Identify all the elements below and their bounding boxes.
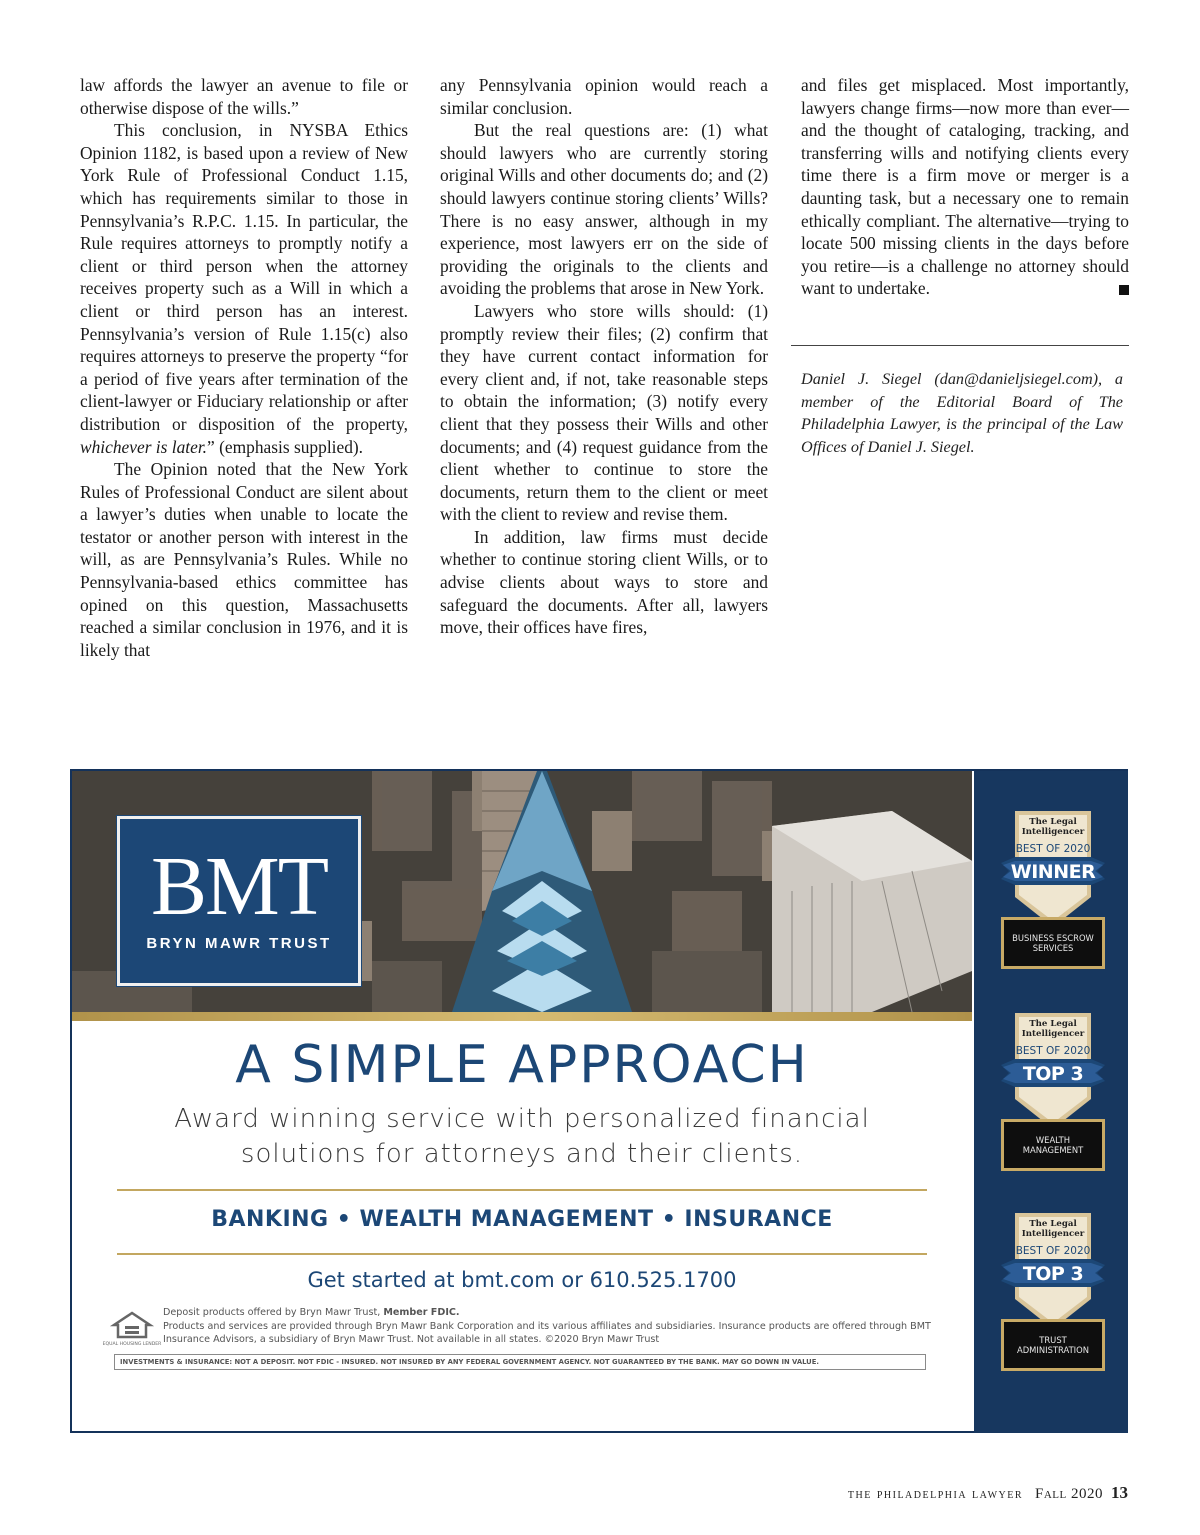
article-column-2 (440, 74, 768, 639)
paragraph: any Pennsylvania opinion would reach a similar conclusion. (440, 75, 768, 118)
paragraph: This conclusion, in NYSBA Ethics Opinion 1182, is based upon a review of New York Rule of Professional Conduct 1.15, which has requirements similar to those in Pennsylvania’s R.P.C. 1.15. In particular, the Rule requires attorneys to promptly notify a client or third person when the attorney receives property such as a Will in which a client or third person has an interest. Pennsylvania’s version of Rule 1.15(c) also requires attorneys to preserve the property “for a period of five years after termination of the client-lawyer or Fiduciary relationship or after distribution or disposition of the property, whichever is later.” (emphasis supplied). (80, 120, 408, 457)
article-column-3 (801, 74, 1129, 300)
paragraph: But the real questions are: (1) what should lawyers who are currently storing original Wills and other documents do; and (2) should lawyers continue storing clients’ Wills? There is no easy answer, although in my experience, most lawyers err on the side of providing the originals to the clients and avoiding the problems that arose in New York. (440, 120, 768, 299)
paragraph: The Opinion noted that the New York Rules of Professional Conduct are silent about a lawyer’s duties when unable to locate the testator or another person with interest in the will, as are Pennsylvania’s Rules. While no Pennsylvania-based ethics committee has opined on this question, Massachusetts reached a similar conclusion in 1976, and it is likely that (80, 459, 408, 660)
ad-subline: Award winning service with personalized financial solutions for attorneys and their clients. (174, 1104, 870, 1169)
paragraph: Lawyers who store wills should: (1) promptly review their files; (2) confirm that they have current contact information for every client and, if not, take reasonable steps to obtain the information; (3) notify every client that they possess their Wills and other documents; and (4) request guidance from the client whether to continue to store the documents, return them to the client or meet with the client to review and revise them. (440, 300, 768, 525)
badge-year: BEST OF 2020 (1015, 843, 1091, 855)
page-footer (848, 1483, 1128, 1503)
ad-headline: A SIMPLE APPROACH (235, 1035, 809, 1095)
equal-housing-lender-icon (102, 1311, 162, 1347)
ad-call-to-action[interactable]: Get started at bmt.com or 610.525.1700 (307, 1268, 737, 1292)
bmt-logo[interactable] (117, 816, 361, 986)
gold-rule-top (117, 1189, 927, 1191)
logo-monogram: BMT (150, 840, 328, 933)
paragraph: and files get misplaced. Most importantly, lawyers change firms—now more than ever—and the thought of cataloging, tracking, and transferring wills and notifying clients every time there is a firm move or merger is a daunting task, but a necessary one to remain ethically compliant. The alternative—trying to locate 500 missing clients in the days before you retire—is a challenge no attorney should want to undertake. (801, 75, 1129, 299)
bio-divider (791, 345, 1129, 346)
badge-publication: The Legal Intelligencer (1021, 817, 1085, 837)
badge-category: TRUST ADMINISTRATION (1001, 1319, 1105, 1371)
badge-year: BEST OF 2020 (1015, 1045, 1091, 1057)
logo-name: BRYN MAWR TRUST (146, 935, 332, 952)
award-badge-top3-wealth (1001, 1011, 1105, 1171)
badge-year: BEST OF 2020 (1015, 1245, 1091, 1257)
bmt-advertisement[interactable] (70, 769, 1128, 1433)
ehl-text: EQUAL HOUSING LENDER (102, 1342, 162, 1347)
badge-rank: TOP 3 (1022, 1263, 1084, 1285)
gold-divider-bar (72, 1012, 972, 1021)
ad-services: BANKING • WEALTH MANAGEMENT • INSURANCE (211, 1207, 833, 1232)
author-bio: Daniel J. Siegel (dan@danieljsiegel.com), a member of the Editorial Board of The Philadelphia Lawyer, is the principal of the Law Offices of Daniel J. Siegel. (801, 370, 1123, 456)
ad-fine-print: INVESTMENTS & INSURANCE: NOT A DEPOSIT. NOT FDIC - INSURED. NOT INSURED BY ANY FEDERAL GOVERNMENT AGENCY. NOT GUARANTEED BY THE BANK. MAY GO DOWN IN VALUE. (114, 1354, 926, 1370)
ad-disclaimer: Deposit products offered by Bryn Mawr Trust, Member FDIC. Products and services are provided through Bryn Mawr Bank Corporation and its various affiliates and subsidiaries. Insurance products are offered through BMT Insurance Advisors, a subsidiary of Bryn Mawr Trust. Not available in all states. ©2020 Bryn Mawr Trust (163, 1307, 931, 1345)
paragraph: In addition, law firms must decide whether to continue storing client Wills, or to advise clients about ways to store and safeguard the documents. After all, lawyers move, their offices have fires, (440, 526, 768, 638)
badge-publication: The Legal Intelligencer (1021, 1019, 1085, 1039)
award-sidebar (974, 771, 1128, 1433)
gold-rule-bottom (117, 1253, 927, 1255)
badge-category: WEALTH MANAGEMENT (1001, 1119, 1105, 1171)
article-column-1 (80, 74, 408, 661)
paragraph: law affords the lawyer an avenue to file or otherwise dispose of the wills.” (80, 75, 408, 118)
badge-rank: WINNER (1010, 861, 1096, 883)
badge-category: BUSINESS ESCROW SERVICES (1001, 917, 1105, 969)
badge-publication: The Legal Intelligencer (1021, 1219, 1085, 1239)
page-number: 13 (1111, 1483, 1128, 1502)
footer-issue: Fall 2020 (1035, 1486, 1103, 1502)
end-mark-icon (1119, 285, 1129, 295)
award-badge-winner (1001, 809, 1105, 969)
badge-rank: TOP 3 (1022, 1063, 1084, 1085)
award-badge-top3-trust (1001, 1211, 1105, 1371)
footer-magazine: the philadelphia lawyer (847, 1487, 1024, 1502)
